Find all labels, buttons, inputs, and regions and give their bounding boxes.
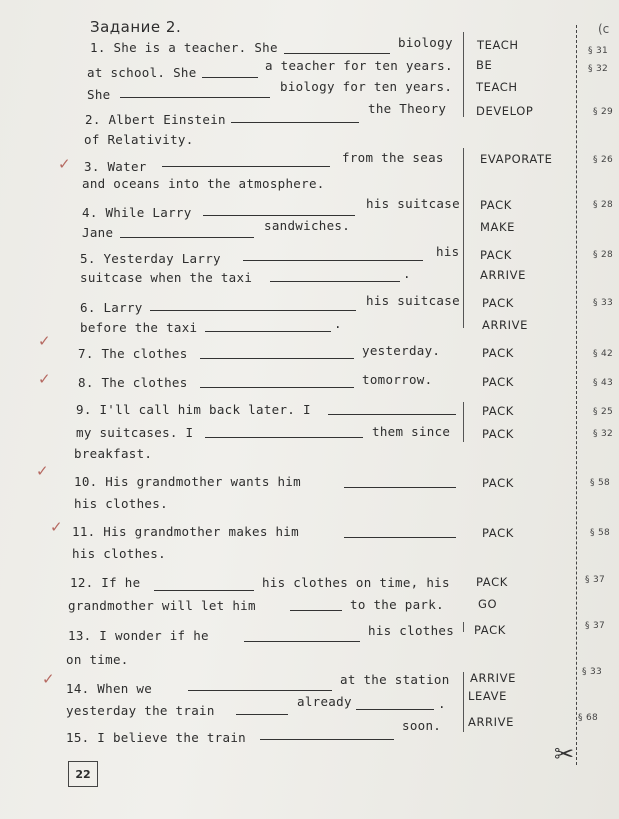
answer-blank[interactable] (243, 260, 423, 261)
sentence-text: 6. Larry (80, 300, 143, 315)
sentence-text: She (87, 87, 111, 102)
verb-cue: GO (478, 597, 498, 611)
sentence-text: my suitcases. I (76, 425, 194, 440)
sentence-text: at school. She (87, 65, 197, 80)
sentence-text: his clothes. (72, 546, 166, 561)
check-mark-icon: ✓ (38, 332, 51, 350)
answer-blank[interactable] (284, 53, 390, 54)
verb-cue: PACK (482, 404, 514, 418)
verb-cue: TEACH (477, 38, 519, 52)
column-separator (463, 402, 464, 442)
sentence-text: 5. Yesterday Larry (80, 251, 221, 266)
answer-blank[interactable] (205, 331, 331, 332)
answer-blank[interactable] (154, 590, 254, 591)
verb-cue: PACK (480, 248, 512, 262)
grammar-section-ref: § 58 (590, 478, 611, 488)
verb-cue: ARRIVE (480, 268, 526, 282)
answer-blank[interactable] (244, 641, 360, 642)
verb-cue: PACK (480, 198, 512, 212)
answer-blank[interactable] (344, 487, 456, 488)
sentence-text: tomorrow. (362, 372, 433, 387)
page-number: 22 (68, 761, 98, 787)
answer-blank[interactable] (356, 709, 434, 710)
sentence-text: yesterday the train (66, 703, 215, 718)
sentence-text: . (438, 696, 446, 711)
grammar-section-ref: § 58 (590, 528, 611, 538)
sentence-text: 10. His grandmother wants him (74, 474, 301, 489)
verb-cue: LEAVE (468, 689, 507, 703)
verb-cue: PACK (476, 575, 508, 589)
answer-blank[interactable] (200, 387, 354, 388)
sentence-text: 2. Albert Einstein (85, 112, 226, 127)
grammar-section-ref: § 37 (585, 621, 606, 631)
sentence-text: to the park. (350, 597, 444, 612)
answer-blank[interactable] (120, 237, 254, 238)
verb-cue: DEVELOP (476, 104, 534, 118)
corner-mark: (с (598, 22, 610, 36)
grammar-section-ref: § 28 (593, 200, 614, 210)
grammar-section-ref: § 28 (593, 250, 614, 260)
answer-blank[interactable] (150, 310, 356, 311)
sentence-text: of Relativity. (84, 132, 194, 147)
sentence-text: biology (398, 35, 453, 50)
check-mark-icon: ✓ (42, 670, 55, 688)
sentence-text: before the taxi (80, 320, 198, 335)
sentence-text: 14. When we (66, 681, 153, 696)
sentence-text: the Theory (368, 101, 447, 116)
grammar-section-ref: § 26 (593, 155, 614, 165)
sentence-text: 7. The clothes (78, 346, 188, 361)
answer-blank[interactable] (188, 690, 332, 691)
column-separator (463, 622, 464, 632)
verb-cue: ARRIVE (468, 715, 514, 729)
sentence-text: on time. (66, 652, 129, 667)
sentence-text: breakfast. (74, 446, 153, 461)
sentence-text: his (436, 244, 460, 259)
grammar-section-ref: § 33 (593, 298, 614, 308)
sentence-text: soon. (402, 718, 442, 733)
grammar-section-ref: § 68 (578, 713, 599, 723)
sentence-text: a teacher for ten years. (265, 58, 453, 73)
answer-blank[interactable] (328, 414, 456, 415)
verb-cue: PACK (482, 296, 514, 310)
verb-cue: ARRIVE (470, 671, 516, 685)
verb-cue: PACK (482, 427, 514, 441)
grammar-section-ref: § 42 (593, 349, 614, 359)
column-separator (463, 148, 464, 328)
answer-blank[interactable] (202, 77, 258, 78)
grammar-section-ref: § 29 (593, 107, 614, 117)
sentence-text: 9. I'll call him back later. I (76, 402, 311, 417)
verb-cue: PACK (482, 346, 514, 360)
sentence-text: grandmother will let him (68, 598, 256, 613)
verb-cue: TEACH (476, 80, 518, 94)
sentence-text: 4. While Larry (82, 205, 192, 220)
sentence-text: and oceans into the atmosphere. (82, 176, 325, 191)
grammar-section-ref: § 31 (588, 46, 609, 56)
check-mark-icon: ✓ (38, 370, 51, 388)
verb-cue: EVAPORATE (480, 152, 553, 166)
sentence-text: 15. I believe the train (66, 730, 246, 745)
sentence-text: his clothes (368, 623, 455, 638)
sentence-text: his suitcase (366, 293, 460, 308)
grammar-section-ref: § 33 (582, 667, 603, 677)
answer-blank[interactable] (205, 437, 363, 438)
sentence-text: . (403, 266, 411, 281)
sentence-text: 1. She is a teacher. She (90, 40, 278, 55)
verb-cue: PACK (482, 375, 514, 389)
answer-blank[interactable] (203, 215, 355, 216)
column-separator (463, 672, 464, 732)
answer-blank[interactable] (231, 122, 359, 123)
sentence-text: them since (372, 424, 451, 439)
answer-blank[interactable] (290, 610, 342, 611)
sentence-text: his clothes on time, his (262, 575, 450, 590)
scissors-icon: ✂ (554, 740, 575, 768)
sentence-text: . (334, 316, 342, 331)
answer-blank[interactable] (260, 739, 394, 740)
check-mark-icon: ✓ (36, 462, 49, 480)
grammar-section-ref: § 25 (593, 407, 614, 417)
sentence-text: already (297, 694, 352, 709)
grammar-section-ref: § 43 (593, 378, 614, 388)
verb-cue: PACK (482, 526, 514, 540)
task-title: Задание 2. (90, 18, 182, 36)
sentence-text: his suitcase (366, 196, 460, 211)
answer-blank[interactable] (270, 281, 400, 282)
sentence-text: 12. If he (70, 575, 141, 590)
cut-line (576, 25, 577, 765)
check-mark-icon: ✓ (50, 518, 63, 536)
answer-blank[interactable] (236, 714, 288, 715)
answer-blank[interactable] (162, 166, 330, 167)
sentence-text: sandwiches. (264, 218, 351, 233)
sentence-text: 8. The clothes (78, 375, 188, 390)
sentence-text: biology for ten years. (280, 79, 453, 94)
grammar-section-ref: § 32 (588, 64, 609, 74)
column-separator (463, 32, 464, 117)
sentence-text: suitcase when the taxi (80, 270, 253, 285)
answer-blank[interactable] (200, 358, 354, 359)
sentence-text: at the station (340, 672, 450, 687)
sentence-text: yesterday. (362, 343, 441, 358)
verb-cue: MAKE (480, 220, 515, 234)
grammar-section-ref: § 32 (593, 429, 614, 439)
sentence-text: 11. His grandmother makes him (72, 524, 299, 539)
grammar-section-ref: § 37 (585, 575, 606, 585)
verb-cue: ARRIVE (482, 318, 528, 332)
check-mark-icon: ✓ (58, 155, 71, 173)
sentence-text: 13. I wonder if he (68, 628, 209, 643)
sentence-text: 3. Water (84, 159, 147, 174)
answer-blank[interactable] (344, 537, 456, 538)
sentence-text: from the seas (342, 150, 444, 165)
sentence-text: Jane (82, 225, 114, 240)
verb-cue: PACK (474, 623, 506, 637)
answer-blank[interactable] (120, 97, 270, 98)
verb-cue: BE (476, 58, 493, 72)
verb-cue: PACK (482, 476, 514, 490)
sentence-text: his clothes. (74, 496, 168, 511)
